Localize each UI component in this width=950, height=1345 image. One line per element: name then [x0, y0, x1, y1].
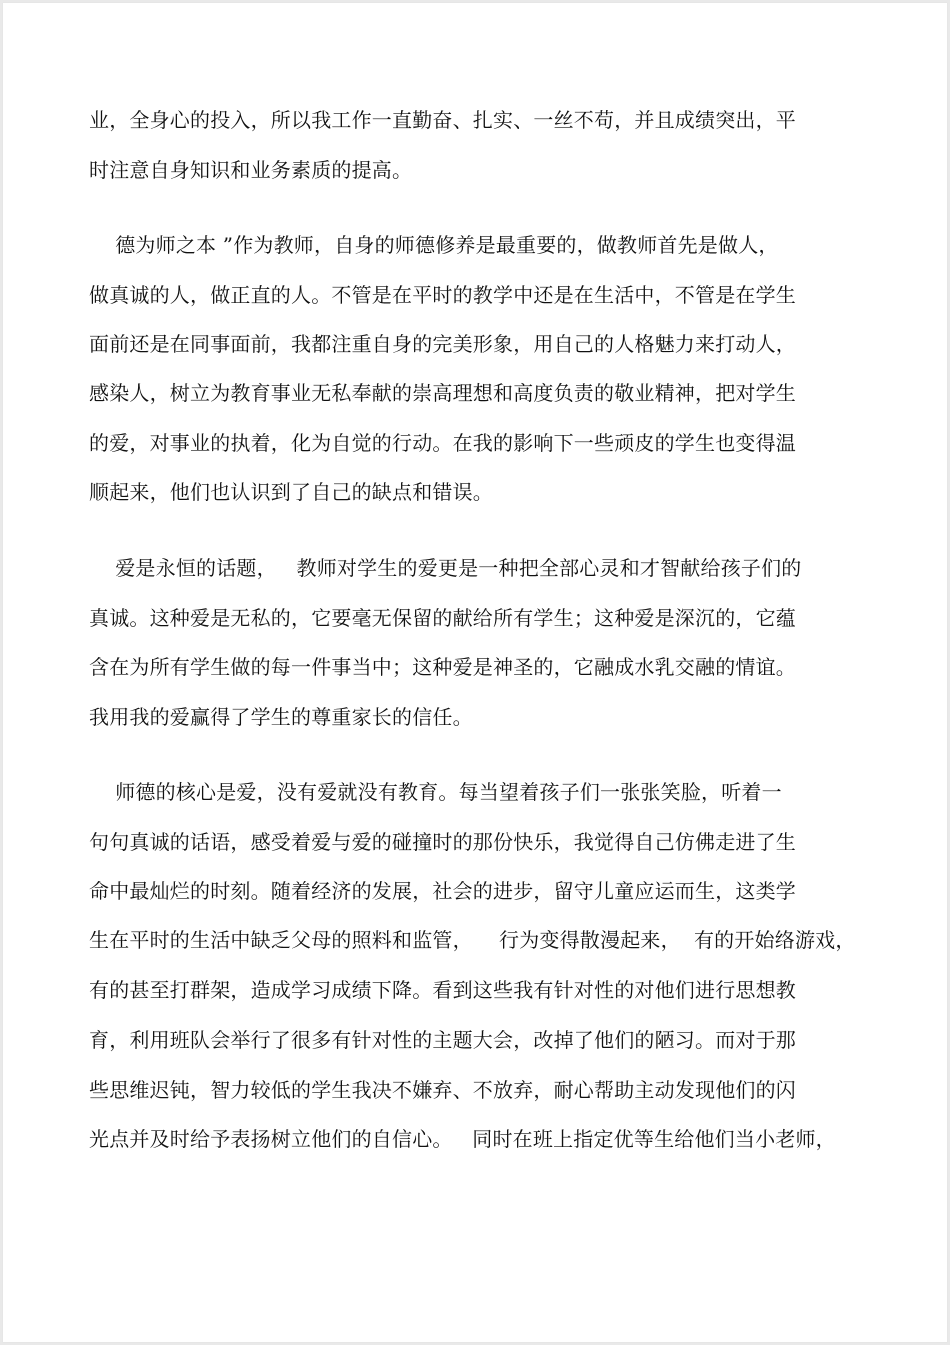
text-line: 真诚。这种爱是无私的，它要毫无保留的献给所有学生；这种爱是深沉的，它蕴 — [89, 606, 796, 630]
text-line: 做真诚的人，做正直的人。不管是在平时的教学中还是在生活中，不管是在学生 — [89, 283, 796, 307]
text-line: 时注意自身知识和业务素质的提高。 — [89, 158, 413, 182]
document-page — [3, 3, 947, 1342]
text-line: 业，全身心的投入，所以我工作一直勤奋、扎实、一丝不苟，并且成绩突出，平 — [89, 108, 796, 132]
text-line: 含在为所有学生做的每一件事当中；这种爱是神圣的，它融成水乳交融的情谊。 — [89, 655, 796, 679]
text-line: 句句真诚的话语，感受着爱与爱的碰撞时的那份快乐，我觉得自己仿佛走进了生 — [89, 830, 796, 854]
text-line: 育，利用班队会举行了很多有针对性的主题大会，改掉了他们的陋习。而对于那 — [89, 1028, 796, 1052]
text-line: 光点并及时给予表扬树立他们的自信心。 同时在班上指定优等生给他们当小老师， — [89, 1127, 836, 1151]
text-line: 顺起来，他们也认识到了自己的缺点和错误。 — [89, 480, 493, 504]
text-line: 德为师之本 ”作为教师，自身的师德修养是最重要的，做教师首先是做人， — [89, 233, 779, 257]
text-line: 的爱，对事业的执着，化为自觉的行动。在我的影响下一些顽皮的学生也变得温 — [89, 431, 796, 455]
text-line: 我用我的爱赢得了学生的尊重家长的信任。 — [89, 705, 473, 729]
text-line: 爱是永恒的话题， 教师对学生的爱更是一种把全部心灵和才智献给孩子们的 — [89, 556, 802, 580]
text-line: 生在平时的生活中缺乏父母的照料和监管， 行为变得散漫起来， 有的开始络游戏， — [89, 928, 856, 952]
text-line: 命中最灿烂的时刻。随着经济的发展，社会的进步，留守儿童应运而生，这类学 — [89, 879, 796, 903]
text-line: 感染人，树立为教育事业无私奉献的崇高理想和高度负责的敬业精神，把对学生 — [89, 381, 796, 405]
text-line: 师德的核心是爱，没有爱就没有教育。每当望着孩子们一张张笑脸，听着一 — [89, 780, 782, 804]
text-line: 些思维迟钝，智力较低的学生我决不嫌弃、不放弃，耐心帮助主动发现他们的闪 — [89, 1078, 796, 1102]
text-line: 有的甚至打群架，造成学习成绩下降。看到这些我有针对性的对他们进行思想教 — [89, 978, 796, 1002]
text-line: 面前还是在同事面前，我都注重自身的完美形象，用自己的人格魅力来打动人， — [89, 332, 796, 356]
